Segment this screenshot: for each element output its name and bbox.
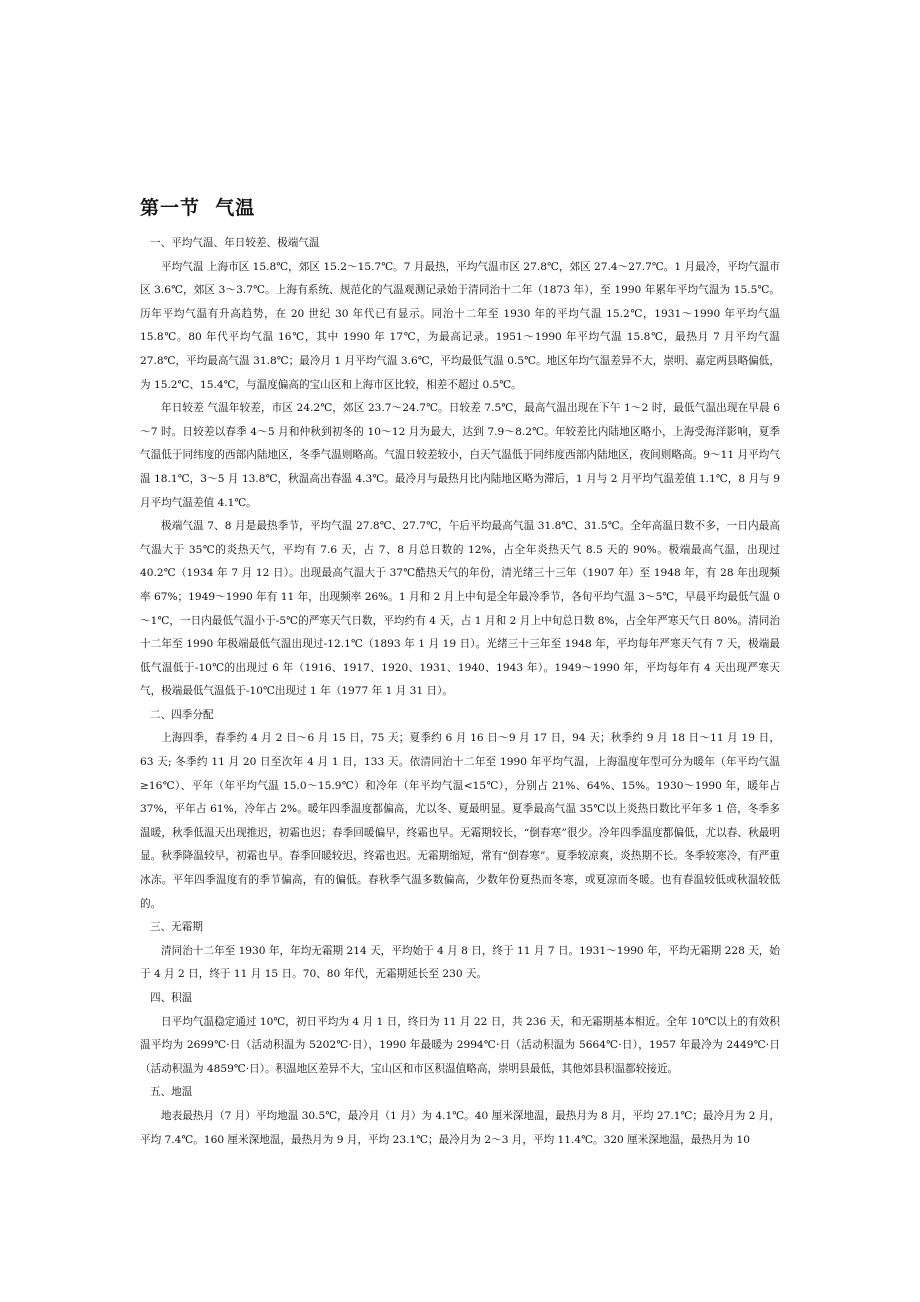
subsection-heading: 五、地温 (150, 1086, 193, 1099)
section-title: 第一节 气温 (140, 197, 256, 219)
subsection-heading: 二、四季分配 (150, 708, 214, 721)
document-body (140, 232, 780, 1152)
paragraph: 清同治十二年至 1930 年，年均无霜期 214 天，平均始于 4 月 8 日，终于 11 月 7 日。1931～1990 年，平均无霜期 228 天，始于 4 月 2 日，终于 11 月 15 日。70、80 年代，无霜期延长至 230 天。 (140, 944, 780, 981)
subsection-heading: 三、无霜期 (150, 921, 203, 934)
paragraph: 地表最热月（7 月）平均地温 30.5℃，最冷月（1 月）为 4.1℃。40 厘米深地温，最热月为 8 月，平均 27.1℃；最冷月为 2 月，平均 7.4℃。160 厘米深地温，最热月为 9 月，平均 23.1℃；最冷月为 2～3 月，平均 11.4℃。320 厘米深地温，最热月为 10 (140, 1109, 780, 1146)
subsection-heading: 四、积温 (150, 992, 193, 1004)
subsection-heading: 一、平均气温、年日较差、极端气温 (150, 237, 320, 249)
paragraph: 年日较差 气温年较差，市区 24.2℃，郊区 23.7～24.7℃。日较差 7.5℃，最高气温出现在下午 1～2 时，最低气温出现在早晨 6～7 时。日较差以春季 4～5 月和仲秋到初冬的 10～12 月为最大，达到 7.9～8.2℃。年较差比内陆地区略小，上海受海洋影响，夏季气温低于同纬度的西部内陆地区，冬季气温则略高。气温日较差较小，白天气温低于同纬度西部内陆地区，夜间则略高。9～11 月平均气温 18.1℃，3～5 月 13.8℃，秋温高出春温 4.3℃。最冷月与最热月比内陆地区略为滞后，1 月与 2 月平均气温差值 1.1℃，8 月与 9 月平均气温差值 4.1℃。 (140, 402, 780, 509)
paragraph: 平均气温 上海市区 15.8℃，郊区 15.2～15.7℃。7 月最热，平均气温市区 27.8℃，郊区 27.4～27.7℃。1 月最冷，平均气温市区 3.6℃，郊区 3～3.7℃。上海有系统、规范化的气温观测记录始于清同治十二年（1873 年），至 1990 年累年平均气温为 15.5℃。历年平均气温有升高趋势，在 20 世纪 30 年代已有显示。同治十二年至 1930 年的平均气温 15.2℃，1931～1990 年平均气温 15.8℃。80 年代平均气温 16℃，其中 1990 年 17℃，为最高记录。1951～1990 年平均气温 15.8℃，最热月 7 月平均气温 27.8℃，平均最高气温 31.8℃；最冷月 1 月平均气温 3.6℃，平均最低气温 0.5℃。地区年均气温差异不大，崇明、嘉定两县略偏低，为 15.2℃、15.4℃，与温度偏高的宝山区和上海市区比较，相差不超过 0.5℃。 (140, 260, 780, 391)
paragraph: 上海四季，春季约 4 月 2 日～6 月 15 日，75 天；夏季约 6 月 16 日～9 月 17 日，94 天；秋季约 9 月 18 日～11 月 19 日，63 天; 冬季约 11 月 20 日至次年 4 月 1 日，133 天。依清同治十二年至 1990 年平均气温，上海温度年型可分为暖年（年平均气温≥16℃）、平年（年平均气温 15.0～15.9℃）和冷年（年平均气温<15℃），分别占 21%、64%、15%。1930～1990 年，暖年占 37%，平年占 61%，冷年占 2%。暖年四季温度都偏高，尤以冬、夏最明显。夏季最高气温 35℃以上炎热日数比平年多 1 倍，冬季多温暖，秋季低温天出现推迟，初霜也迟；春季回暖偏早，终霜也早。无霜期较长，“倒春寒”很少。冷年四季温度都偏低，尤以春、秋最明显。秋季降温较早，初霜也早。春季回暖较迟，终霜也迟。无霜期缩短，常有“倒春寒”。夏季较凉爽，炎热期不长。冬季较寒冷，有严重冰冻。平年四季温度有的季节偏高，有的偏低。春秋季气温多数偏高，少数年份夏热而冬寒，或夏凉而冬暖。也有春温较低或秋温较低的。 (140, 732, 780, 910)
paragraph: 日平均气温稳定通过 10℃，初日平均为 4 月 1 日，终日为 11 月 22 日，共 236 天，和无霜期基本相近。全年 10℃以上的有效积温平均为 2699℃·日（活动积温为 5202℃·日），1990 年最暖为 2994℃·日（活动积温为 5664℃·日），1957 年最冷为 2449℃·日（活动积温为 4859℃·日）。积温地区差异不大，宝山区和市区积温值略高，崇明县最低，其他郊县积温都较接近。 (140, 1015, 780, 1075)
paragraph: 极端气温 7、8 月是最热季节，平均气温 27.8℃、27.7℃，午后平均最高气温 31.8℃、31.5℃。全年高温日数不多，一日内最高气温大于 35℃的炎热天气，平均有 7.6 天，占 7、8 月总日数的 12%，占全年炎热天气 8.5 天的 90%。极端最高气温，出现过 40.2℃（1934 年 7 月 12 日）。出现最高气温大于 37℃酷热天气的年份，清光绪三十三年（1907 年）至 1948 年，有 28 年出现频率 67%；1949～1990 年有 11 年，出现频率 26%。1 月和 2 月上中旬是全年最冷季节，各旬平均气温 3～5℃，早晨平均最低气温 0～1℃，一日内最低气温小于-5℃的严寒天气日数，平均约有 4 天，占 1 月和 2 月上中旬总日数 8%，占全年严寒天气日 80%。清同治十二年至 1990 年极端最低气温出现过-12.1℃（1893 年 1 月 19 日）。光绪三十三年至 1948 年，平均每年严寒天气有 7 天，极端最低气温低于-10℃的出现过 6 年（1916、1917、1920、1931、1940、1943 年）。1949～1990 年，平均每年有 4 天出现严寒天气，极端最低气温低于-10℃出现过 1 年（1977 年 1 月 31 日）。 (140, 520, 780, 698)
